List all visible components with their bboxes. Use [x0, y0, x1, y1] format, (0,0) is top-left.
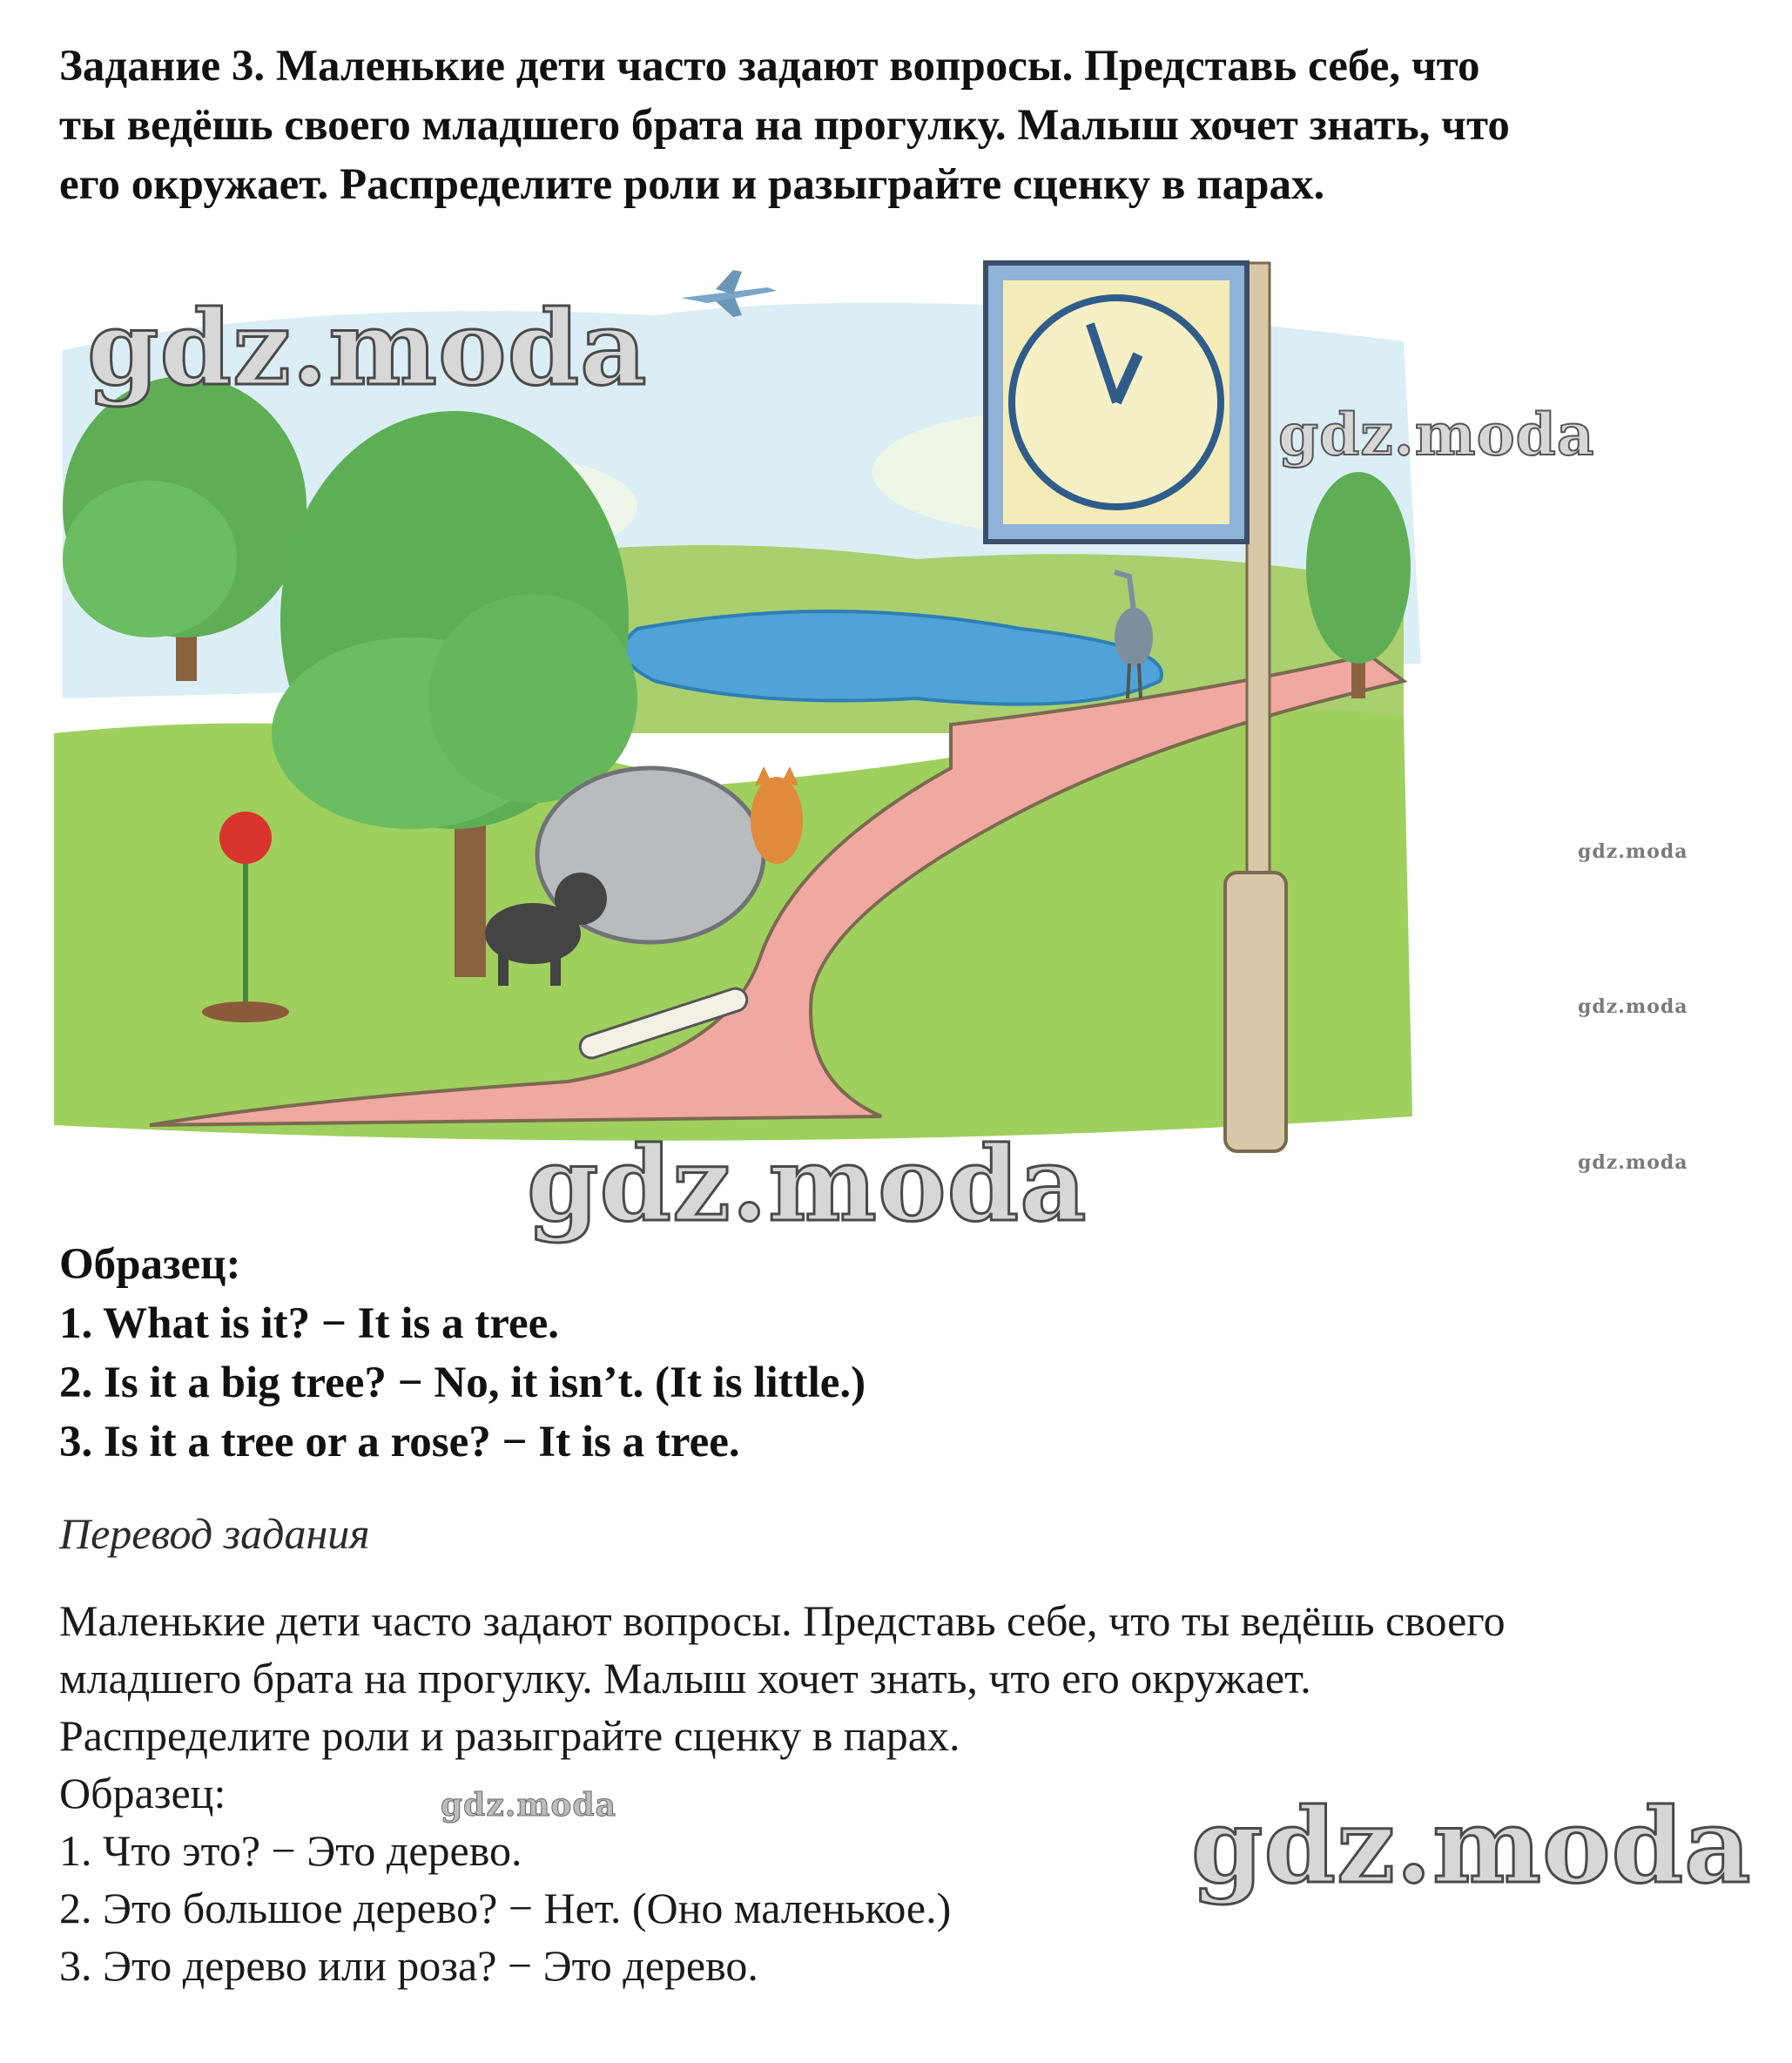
watermark: gdz.moda	[1578, 840, 1688, 863]
translation-line-1: Маленькие дети часто задают вопросы. Представь себе, что ты ведёшь своего	[59, 1596, 1506, 1645]
watermark: gdz.moda	[441, 1787, 616, 1824]
sample-item-1: 1. What is it? − It is a tree.	[59, 1299, 559, 1348]
watermark: gdz.moda	[1278, 401, 1595, 469]
task-line-2: ты ведёшь своего младшего брата на прогулку. Малыш хочет знать, что	[59, 101, 1510, 150]
watermark: gdz.moda	[1191, 1785, 1752, 1906]
watermark: gdz.moda	[527, 1123, 1088, 1244]
translation-line-7: 3. Это дерево или роза? − Это дерево.	[59, 1941, 758, 1990]
watermark: gdz.moda	[87, 287, 648, 408]
translation-line-6: 2. Это большое дерево? − Нет. (Оно маленькое.)	[59, 1884, 952, 1932]
sample-block	[59, 1235, 1627, 1472]
sample-item-3: 3. Is it a tree or a rose? − It is a tree.	[59, 1418, 740, 1466]
translation-heading: Перевод задания	[59, 1509, 370, 1558]
translation-line-5: 1. Что это? − Это дерево.	[59, 1826, 522, 1875]
watermark: gdz.moda	[1578, 1151, 1688, 1174]
translation-line-2: младшего брата на прогулку. Малыш хочет знать, что его окружает.	[59, 1654, 1311, 1702]
watermark: gdz.moda	[1578, 995, 1688, 1018]
sample-heading: Образец:	[59, 1240, 241, 1289]
sample-item-2: 2. Is it a big tree? − No, it isn’t. (It is little.)	[59, 1358, 866, 1407]
task-line-3: его окружает. Распределите роли и разыграйте сценку в парах.	[59, 160, 1325, 209]
clock	[986, 263, 1247, 542]
task-heading	[59, 37, 1757, 214]
cat	[751, 766, 803, 864]
translation-line-4: Образец:	[59, 1769, 226, 1817]
task-line-1: Задание 3. Маленькие дети часто задают вопросы. Представь себе, что	[59, 42, 1480, 91]
translation-line-3: Распределите роли и разыграйте сценку в парах.	[59, 1711, 960, 1760]
